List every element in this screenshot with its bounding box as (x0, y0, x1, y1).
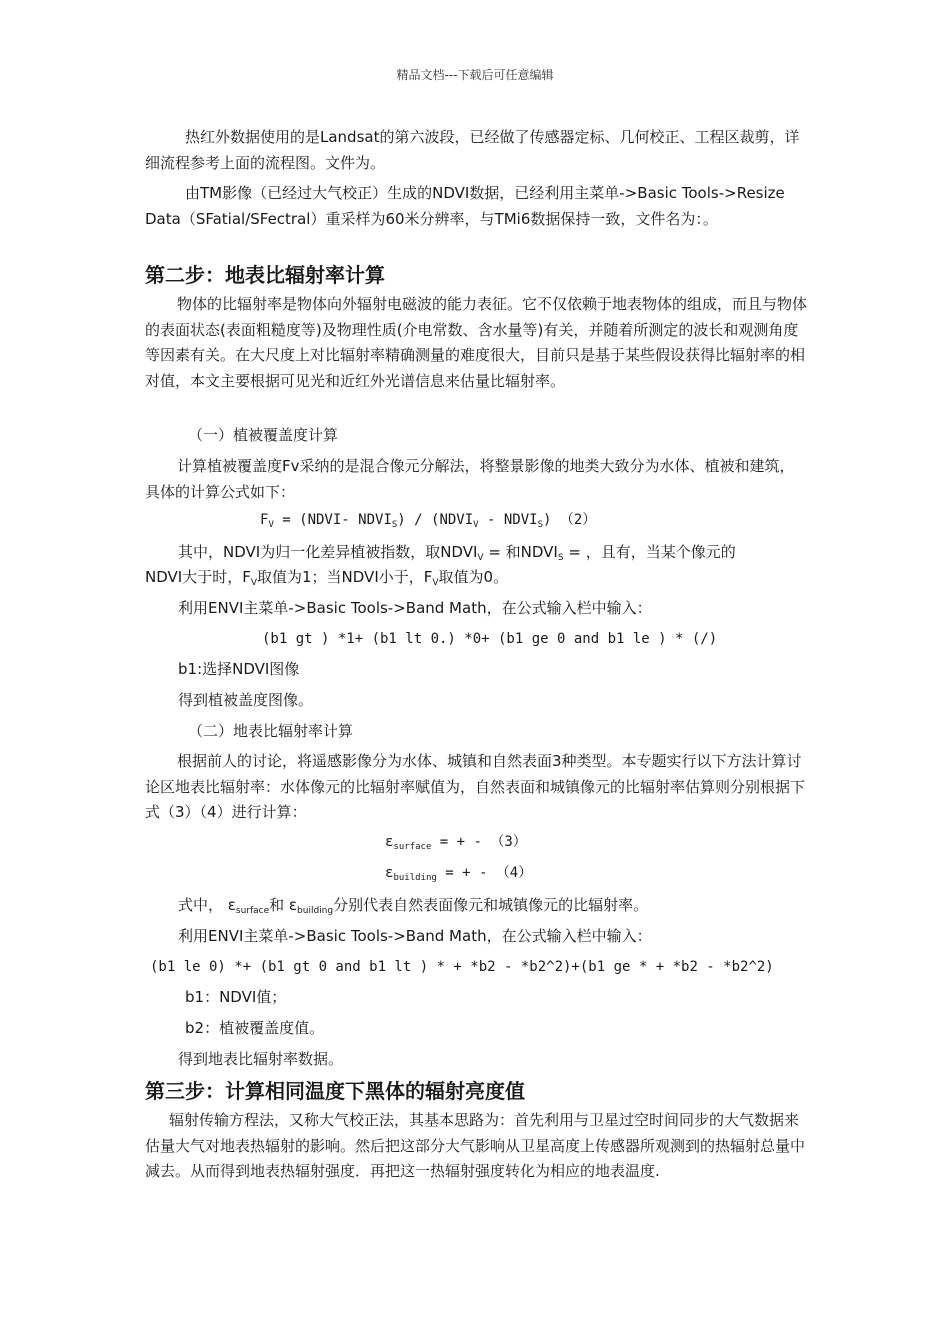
paragraph-b1-ndvi: b1：NDVI值； (185, 988, 287, 1006)
paragraph-band-math-2: 利用ENVI主菜单->Basic Tools->Band Math，在公式输入栏中输入： (178, 927, 652, 945)
paragraph-emissivity-result: 得到地表比辐射率数据。 (178, 1050, 344, 1068)
subheading-surface-emissivity: （二）地表比辐射率计算 (188, 722, 354, 740)
formula-4: $\varepsilon_{building}$ = + - （4） (385, 865, 533, 883)
paragraph-emissivity-intro: 物体的比辐射率是物体向外辐射电磁波的能力表征。它不仅依赖于地表物体的组成，而且与物体的表面状态(表面粗糙度等)及物理性质(介电常数、含水量等)有关，并随着所测定的波长和观测角度等因素有关。在大尺度上对比辐射率精确测量的难度很大，目前只是基于某些假设获得比辐射率的相对值，本文主要根据可见光和近红外光谱信息来估量比辐射率。 (145, 295, 808, 390)
paragraph-band-math-1: 利用ENVI主菜单->Basic Tools->Band Math，在公式输入栏中输入： (178, 599, 652, 617)
paragraph-b2-veg: b2：植被覆盖度值。 (185, 1019, 325, 1037)
paragraph-ndvi-def-line2: NDVI大于时，$F_V$取值为1；当NDVI小于，$F_V$取值为0。 (145, 568, 509, 588)
formula-2: $F_V$ = (NDVI- $NDVI_S$) / ($NDVI_V$ - $NDVI_S$) （2） (260, 512, 597, 530)
paragraph-veg-cover-result: 得到植被盖度图像。 (178, 691, 314, 709)
paragraph-b1-select: b1:选择NDVI图像 (178, 660, 300, 678)
paragraph-fv-method: 计算植被覆盖度Fv采纳的是混合像元分解法，将整景影像的地类大致分为水体、植被和建筑，具体的计算公式如下： (145, 457, 795, 501)
paragraph-radiative-transfer: 辐射传输方程法，又称大气校正法，其基本思路为：首先利用与卫星过空时间同步的大气数据来估量大气对地表热辐射的影响。然后把这部分大气影响从卫星高度上传感器所观测到的热辐射总量中减去。从而得到地表热辐射强度．再把这一热辐射强度转化为相应的地表温度. (145, 1111, 806, 1180)
subheading-vegetation-cover: （一）植被覆盖度计算 (188, 426, 339, 444)
heading-step3: 第三步：计算相同温度下黑体的辐射亮度值 (145, 1079, 525, 1103)
paragraph-thermal-data: 热红外数据使用的是Landsat的第六波段，已经做了传感器定标、几何校正、工程区裁剪，详细流程参考上面的流程图。文件为。 (145, 128, 800, 172)
page-header: 精品文档---下载后可任意编辑 (396, 68, 554, 82)
formula-3: $\varepsilon_{surface}$ = + - （3） (385, 834, 527, 852)
code-band-math-1: (b1 gt ) *1+ (b1 lt 0.) *0+ (b1 ge 0 and b1 le ) * (/) (262, 631, 718, 647)
heading-step2: 第二步：地表比辐射率计算 (145, 263, 385, 287)
paragraph-ndvi-data: 由TM影像（已经过大气校正）生成的NDVI数据，已经利用主菜单->Basic Tools->Resize Data（SFatial/SFectral）重采样为60米分辨率，与TMi6数据保持一致，文件名为：。 (145, 184, 785, 228)
paragraph-epsilon-def: 式中， $\varepsilon_{surface}$和 $\varepsilon_{building}$分别代表自然表面像元和城镇像元的比辐射率。 (178, 896, 649, 916)
code-band-math-2: (b1 le 0) *+ (b1 gt 0 and b1 lt ) * + *b2 - *b2^2)+(b1 ge * + *b2 - *b2^2) (150, 959, 774, 975)
paragraph-ndvi-def-line1: 其中，NDVI为归一化差异植被指数，取$NDVI_V$ = 和$NDVI_S$ = ，且有，当某个像元的 (178, 543, 736, 563)
paragraph-land-classes: 根据前人的讨论，将遥感影像分为水体、城镇和自然表面3种类型。本专题实行以下方法计算讨论区地表比辐射率：水体像元的比辐射率赋值为，自然表面和城镇像元的比辐射率估算则分别根据下式（3）（4）进行计算： (145, 752, 806, 821)
